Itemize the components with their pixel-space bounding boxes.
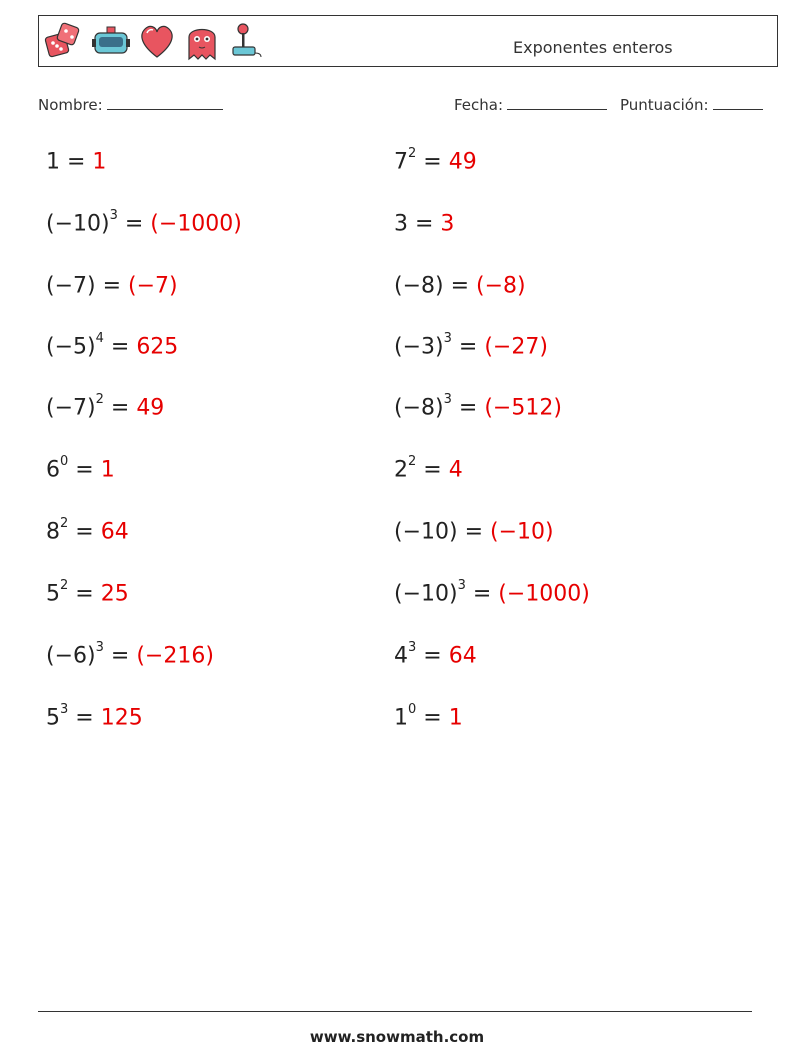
exponent: 3: [408, 640, 417, 655]
exponent: 2: [95, 392, 104, 407]
problem-18: $4^3 = 64$: [394, 640, 477, 669]
exponent: 2: [408, 454, 417, 469]
footer-url[interactable]: www.snowmath.com: [309, 1028, 485, 1046]
problem-19: $5^3 = 125$: [46, 702, 143, 731]
problem-15: $5^2 = 25$: [46, 578, 129, 607]
problem-11: $6^0 = 1$: [46, 454, 115, 483]
exponent: 2: [408, 146, 417, 161]
exponent: 3: [109, 208, 118, 223]
answer: 64: [448, 643, 477, 669]
base: (−10): [46, 211, 110, 237]
problem-17: $(-6)^3 = (-216)$: [46, 640, 214, 669]
dice-icon: [43, 21, 83, 61]
date-blank[interactable]: [507, 94, 607, 110]
answer: 49: [448, 149, 477, 175]
base: 7: [394, 149, 408, 175]
footer-divider: [38, 1011, 752, 1012]
answer: 25: [100, 581, 129, 607]
problem-12: $2^2 = 4$: [394, 454, 463, 483]
problem-2: $7^2 = 49$: [394, 146, 477, 175]
date-field[interactable]: [454, 94, 607, 114]
base: (−3): [394, 334, 444, 360]
exponent: 3: [60, 702, 69, 717]
heart-icon: [137, 21, 177, 61]
base: (−7): [46, 395, 96, 421]
base: 8: [46, 519, 60, 545]
answer: 1: [100, 457, 115, 483]
exponent: 2: [60, 578, 69, 593]
answer: 64: [100, 519, 129, 545]
date-label: Fecha:: [454, 96, 504, 114]
answer: (−27): [484, 334, 548, 360]
joystick-icon: [227, 21, 267, 61]
exponent: 3: [443, 331, 452, 346]
problem-9: $(-7)^2 = 49$: [46, 392, 165, 421]
base: 4: [394, 643, 408, 669]
answer: 3: [440, 211, 455, 237]
problem-6: (−8) = (−8): [394, 273, 526, 299]
problem-1: 1 = 1: [46, 149, 107, 175]
exponent: 3: [95, 640, 104, 655]
problem-3: $(-10)^3 = (-1000)$: [46, 208, 242, 237]
exponent: 2: [60, 516, 69, 531]
answer: 49: [136, 395, 165, 421]
exponent: 3: [443, 392, 452, 407]
base: 3: [394, 211, 408, 237]
answer: (−10): [490, 519, 554, 545]
name-label: Nombre:: [38, 96, 103, 114]
base: (−10): [394, 581, 458, 607]
base: 1: [394, 705, 408, 731]
exponent: 4: [95, 331, 104, 346]
score-label: Puntuación:: [620, 96, 709, 114]
score-blank[interactable]: [713, 94, 763, 110]
base: (−10): [394, 519, 458, 545]
answer: (−1000): [498, 581, 590, 607]
problem-10: $(-8)^3 = (-512)$: [394, 392, 562, 421]
base: 1: [46, 149, 60, 175]
name-blank[interactable]: [107, 94, 223, 110]
problem-5: (−7) = (−7): [46, 273, 178, 299]
answer: (−512): [484, 395, 562, 421]
problem-13: $8^2 = 64$: [46, 516, 129, 545]
worksheet-title: Exponentes enteros: [513, 38, 673, 57]
name-field[interactable]: [38, 94, 223, 114]
base: 6: [46, 457, 60, 483]
answer: (−7): [128, 273, 178, 299]
base: 2: [394, 457, 408, 483]
exponent: 0: [60, 454, 69, 469]
answer: 625: [136, 334, 179, 360]
answer: 1: [92, 149, 107, 175]
base: 5: [46, 705, 60, 731]
answer: (−8): [476, 273, 526, 299]
base: 5: [46, 581, 60, 607]
exponent: 0: [408, 702, 417, 717]
worksheet-header: [38, 15, 778, 67]
base: (−6): [46, 643, 96, 669]
answer: (−216): [136, 643, 214, 669]
answer: 1: [448, 705, 463, 731]
score-field[interactable]: [620, 94, 763, 114]
base: (−8): [394, 273, 444, 299]
answer: 125: [100, 705, 143, 731]
ghost-icon: [185, 21, 219, 61]
problem-16: $(-10)^3 = (-1000)$: [394, 578, 590, 607]
base: (−7): [46, 273, 96, 299]
answer: (−1000): [150, 211, 242, 237]
problem-7: $(-5)^4 = 625$: [46, 331, 179, 360]
answer: 4: [448, 457, 463, 483]
problem-4: 3 = 3: [394, 211, 455, 237]
problem-20: $1^0 = 1$: [394, 702, 463, 731]
base: (−5): [46, 334, 96, 360]
problem-14: (−10) = (−10): [394, 519, 554, 545]
problem-8: $(-3)^3 = (-27)$: [394, 331, 548, 360]
exponent: 3: [457, 578, 466, 593]
base: (−8): [394, 395, 444, 421]
vr-headset-icon: [91, 21, 131, 61]
